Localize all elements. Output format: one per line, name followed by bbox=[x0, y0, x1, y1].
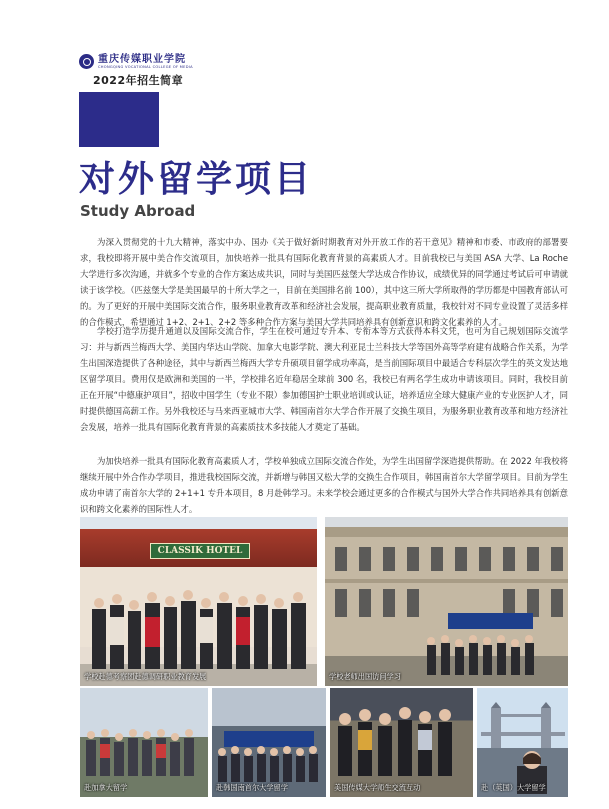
group-of-people bbox=[425, 635, 545, 675]
photo-uk-study bbox=[477, 688, 568, 797]
photo-caption: 赴韩国南首尔大学留学 bbox=[216, 783, 288, 792]
brochure-title: 2022年招生简章 bbox=[93, 74, 184, 87]
photo-teacher-visit bbox=[325, 517, 568, 686]
school-name: 重庆传媒职业学院 bbox=[98, 54, 186, 65]
photo-caption: 学校赴德考察团赴德调研职业教育发展 bbox=[84, 672, 207, 681]
photo-canada-study bbox=[80, 688, 208, 797]
photo-korea-study bbox=[212, 688, 326, 797]
paragraph-2: 学校打造学历提升通道以及国际交流合作，学生在校可通过专升本、专衔本等方式获得本科文凭，也可为自己规划国际交流学习：并与新西兰梅西大学、美国内华达山学院、加拿大电影学院、澳大利亚昆士兰科技大学等国外高等学府建有战略合作关系，为学生出国深造提供了各种途径，其中与新西兰梅西大学专升硕项目留学成功率高，是当前国际项目中最适合专科层次学生的英文发达地区留学项目。费用仅是欧洲和美国的一半，学校排名近年稳居全球前 300 名，我校已有两名学生成功申请该项目。同时，我校目前正在开展“中德康护项目”，招收中国学生（专业不限）参加德国护士职业培训或认证，培养适应全球大健康产业的专业医护人才，同时提供德国高薪工作。另外我校还与马来西亚城市大学、韩国南首尔大学合作开展了交换生项目，为服务职业教育改革和地方经济社会发展，培养一批具有国际化教育背景的高素质技术多技能人才奠定了基础。 bbox=[80, 326, 568, 432]
photo-caption: 美国传媒大学师生交流互动 bbox=[334, 783, 421, 792]
page-header bbox=[79, 54, 193, 88]
school-seal-icon bbox=[79, 54, 94, 69]
group-of-people bbox=[88, 587, 310, 673]
photo-us-exchange bbox=[330, 688, 473, 797]
section-title: 对外留学项目 bbox=[79, 159, 314, 200]
paragraph-1: 为深入贯彻党的十九大精神，落实中办、国办《关于做好新时期教育对外开放工作的若干意见》精神和市委、市政府的部署要求，我校即将开展中美合作交流项目，加快培养一批具有国际化教育背景的高素质人才。目前我校已与美国 ASA 大学、La Roche 大学进行多次沟通，并就多个专业的合作方案达成共识，同时与美国匹兹堡大学达成合作协议，成绩优异的同学通过考试后可申请就读于该学校。（匹兹堡大学是美国最早的十所大学之一，目前在美国排名前 100），其中这三所大学所取得的学历都是中国教育部认可的。为了更好的开展中美国际交流合作，服务职业教育改革和经济社会发展，提高职业教育质量，我校针对不同专业设置了灵活多样的合作模式，希望通过 1+2、2+1、2+2 等多种合作方案与美国大学共同培养具有创新意识和跨文化素养的人才。 bbox=[80, 237, 568, 327]
group-of-students bbox=[216, 746, 322, 782]
delegation-banner bbox=[448, 613, 533, 629]
group-of-people bbox=[334, 706, 470, 776]
school-name-block bbox=[98, 54, 193, 69]
photo-caption: 赴（英国）大学留学 bbox=[481, 783, 546, 792]
school-name-en: CHONGQING VOCATIONAL COLLEGE OF MEDIA bbox=[98, 65, 193, 69]
welcome-banner bbox=[224, 731, 314, 747]
paragraph-3: 为加快培养一批具有国际化教育高素质人才，学校单独成立国际交流合作处，为学生出国留学深造提供帮助。在 2022 年我校将继续开展中外合作办学项目，推进我校国际交流，并新增与韩国又松大学的交换生合作项目，韩国南首尔大学留学项目。目前为学生成功申请了南首尔大学的 2+1+1 专升本项目，8 月赴韩学习。未来学校会通过更多的合作模式与国外大学合作共同培养具有创新意识和跨文化素养的国际性人才。 bbox=[80, 456, 568, 514]
school-logo bbox=[79, 54, 193, 69]
hotel-sign: CLASSIK HOTEL bbox=[150, 543, 250, 559]
group-of-students bbox=[84, 726, 204, 776]
photo-caption: 学校老师出国访问学习 bbox=[329, 672, 401, 681]
section-subtitle: Study Abroad bbox=[80, 202, 196, 220]
tower-bridge bbox=[481, 702, 565, 748]
photo-caption: 赴加拿大留学 bbox=[84, 783, 128, 792]
photo-germany-visit bbox=[80, 517, 317, 686]
decorative-blue-block bbox=[79, 92, 159, 147]
